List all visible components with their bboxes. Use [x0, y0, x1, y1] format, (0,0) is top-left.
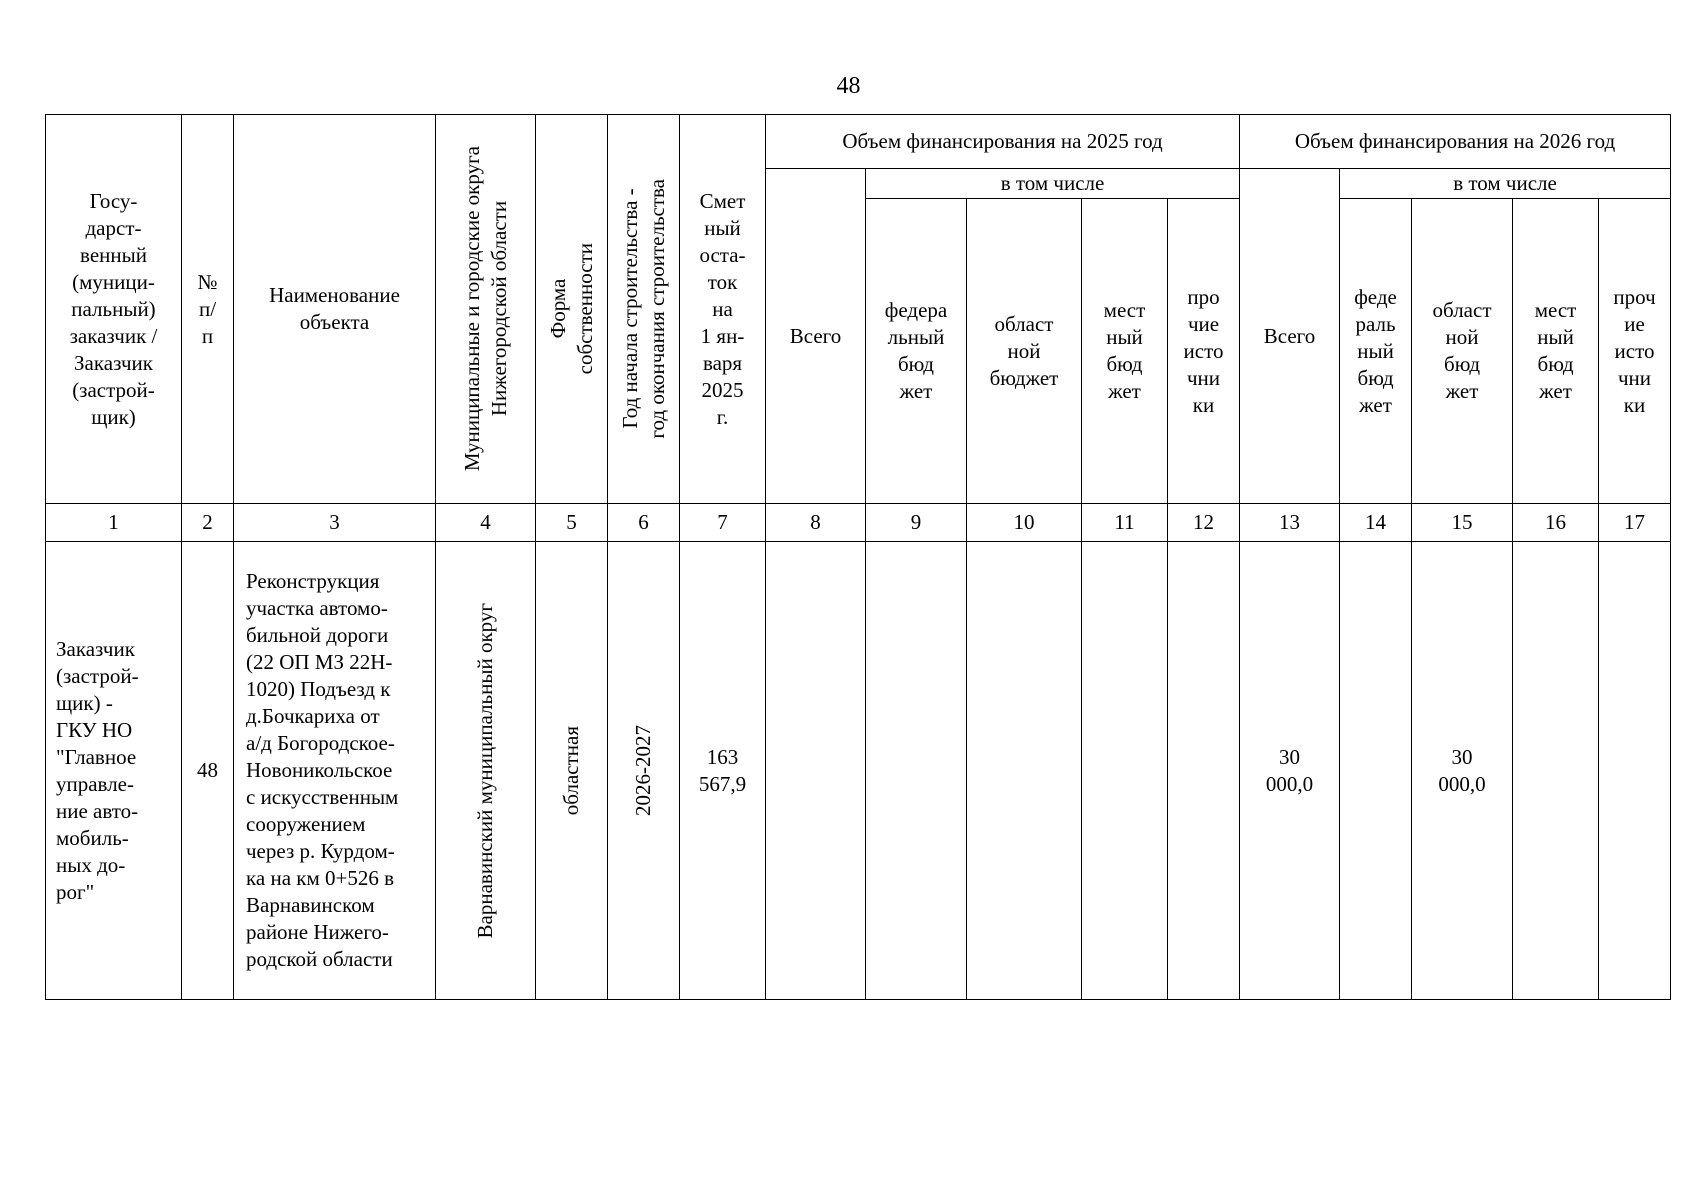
text-line: щик): [91, 404, 136, 429]
header-fin2025-title: Объем финансирования на 2025 год: [766, 115, 1240, 169]
text-line: Госу-: [89, 188, 138, 213]
text-line: Новоникольское: [246, 758, 393, 782]
header-years: [608, 115, 680, 504]
text-line: жет: [1445, 379, 1479, 403]
text-line: 1020) Подъезд к: [246, 677, 391, 701]
cell-regional-2026: [1412, 542, 1513, 1000]
header-ownership: [536, 115, 608, 504]
text-line: Наименование: [269, 283, 400, 307]
text-line: Заказчик: [56, 636, 135, 661]
cell-federal-2025: [866, 542, 967, 1000]
text-line: ный: [1106, 325, 1143, 349]
column-number: 11: [1082, 504, 1168, 542]
text-line: 567,9: [698, 771, 747, 796]
text-line: г.: [716, 404, 729, 429]
column-number: 15: [1412, 504, 1513, 542]
text-line: 2025: [701, 377, 744, 402]
text-line: сооружением: [246, 812, 366, 836]
column-number: 17: [1599, 504, 1671, 542]
text-line: Варнавинском: [246, 893, 375, 917]
header-fin2025-incl: в том числе: [866, 169, 1240, 199]
text-line: бюд: [1106, 352, 1143, 376]
cell-estimate: [680, 542, 766, 1000]
text-line: мобиль-: [56, 825, 129, 850]
header-fin2026-other: [1599, 199, 1671, 504]
column-number: 5: [536, 504, 608, 542]
text-line: льный: [887, 325, 945, 349]
column-number: 2: [182, 504, 234, 542]
text-line: жет: [1359, 392, 1392, 417]
header-districts: [436, 115, 536, 504]
cell-other-2025: [1168, 542, 1240, 1000]
text-line: ный: [704, 215, 741, 240]
text-line: год окончания строительства: [644, 179, 669, 439]
text-line: Смет: [699, 188, 746, 213]
text-line: ных до-: [56, 852, 126, 877]
text-line: Реконструкция: [246, 569, 380, 593]
text-line: (муници-: [72, 269, 155, 294]
text-line: ние авто-: [56, 798, 139, 823]
text-line: районе Нижего-: [246, 920, 389, 944]
cell-regional-2025: [967, 542, 1082, 1000]
header-fin2026-federal: [1340, 199, 1412, 504]
cell-ownership: областная: [536, 542, 608, 1000]
text-line: бюд: [1357, 365, 1394, 390]
text-line: Год начала строительства -: [617, 188, 642, 430]
header-row-top: [46, 115, 1671, 169]
column-number: 10: [967, 504, 1082, 542]
text-line: жет: [899, 379, 933, 403]
text-line: бюд: [1444, 352, 1481, 376]
text-line: исто: [1183, 338, 1224, 363]
header-fin2025-other: [1168, 199, 1240, 504]
header-object-name: [234, 115, 436, 504]
text-line: про: [1187, 284, 1220, 309]
header-fin2025-total: Всего: [766, 169, 866, 504]
header-fin2026-title: Объем финансирования на 2026 год: [1240, 115, 1671, 169]
header-num: [182, 115, 234, 504]
column-number: 1: [46, 504, 182, 542]
table-row: [46, 542, 1671, 1000]
header-fin2026-total: Всего: [1240, 169, 1340, 504]
text-line: бюд: [1537, 352, 1574, 376]
column-number: 16: [1513, 504, 1599, 542]
cell-years: 2026-2027: [608, 542, 680, 1000]
text-line: рог": [56, 879, 95, 904]
text-line: жет: [1539, 379, 1572, 403]
text-line: с искусственным: [246, 785, 399, 809]
text-line: жет: [1108, 379, 1141, 403]
header-fin2026-incl: в том числе: [1340, 169, 1671, 199]
text-line: Форма: [545, 279, 570, 339]
cell-total-2026: [1240, 542, 1340, 1000]
text-line: а/д Богородское-: [246, 731, 395, 755]
column-number: 8: [766, 504, 866, 542]
cell-federal-2026: [1340, 542, 1412, 1000]
column-number: 7: [680, 504, 766, 542]
text-line: родской области: [246, 947, 393, 971]
text-line: проч: [1613, 284, 1656, 309]
text-line: п: [201, 323, 214, 348]
text-line: заказчик /: [69, 323, 158, 348]
text-line: бюд: [898, 352, 934, 376]
text-line: управле-: [56, 771, 134, 796]
text-line: чие: [1187, 311, 1220, 336]
text-line: 163: [706, 744, 739, 769]
column-number: 12: [1168, 504, 1240, 542]
text-line: Муниципальные и городские округа: [459, 146, 484, 472]
text-line: 30: [1451, 744, 1473, 769]
column-number: 6: [608, 504, 680, 542]
text-line: (застрой-: [56, 663, 139, 688]
cell-customer: [46, 542, 182, 1000]
text-line: через р. Курдом-: [246, 839, 395, 863]
text-line: (22 ОП МЗ 22Н-: [246, 650, 393, 674]
column-number: 9: [866, 504, 967, 542]
text-line: бюджет: [989, 365, 1059, 390]
text-line: ка на км 0+526 в: [246, 866, 395, 890]
text-line: 000,0: [1438, 771, 1486, 796]
text-line: участка автомо-: [246, 596, 388, 620]
column-number: 4: [436, 504, 536, 542]
text-line: феде: [1354, 284, 1397, 309]
text-line: №: [197, 269, 218, 294]
text-line: федера: [884, 298, 948, 322]
text-line: 000,0: [1265, 771, 1314, 796]
text-line: д.Бочкариха от: [246, 704, 380, 728]
text-line: ГКУ НО: [56, 717, 133, 742]
construction-financing-table: [45, 114, 1671, 1000]
text-line: ный: [1357, 338, 1394, 363]
text-line: ной: [1007, 338, 1041, 363]
text-line: собственности: [572, 243, 597, 375]
text-line: ток: [707, 269, 738, 294]
text-line: ный: [1537, 325, 1574, 349]
cell-total-2025: [766, 542, 866, 1000]
text-line: раль: [1355, 311, 1396, 336]
text-line: (застрой-: [72, 377, 155, 402]
text-line: мест: [1103, 298, 1146, 322]
header-fin2025-regional: [967, 199, 1082, 504]
text-line: чни: [1618, 365, 1652, 390]
text-line: на: [712, 296, 733, 321]
column-number: 13: [1240, 504, 1340, 542]
text-line: ие: [1624, 311, 1645, 336]
text-line: "Главное: [56, 744, 137, 769]
cell-object-name: [234, 542, 436, 1000]
cell-local-2026: [1513, 542, 1599, 1000]
header-fin2026-local: [1513, 199, 1599, 504]
cell-other-2026: [1599, 542, 1671, 1000]
column-numbers-row: [46, 504, 1671, 542]
cell-district: Варнавинский муниципальный округ: [436, 542, 536, 1000]
text-line: исто: [1614, 338, 1655, 363]
text-line: Заказчик: [74, 350, 153, 375]
text-line: пальный): [71, 296, 156, 321]
text-line: объекта: [299, 310, 370, 334]
cell-local-2025: [1082, 542, 1168, 1000]
header-fin2026-regional: [1412, 199, 1513, 504]
header-estimate: [680, 115, 766, 504]
header-fin2025-local: [1082, 199, 1168, 504]
text-line: чни: [1186, 365, 1221, 390]
text-line: варя: [702, 350, 743, 375]
header-customer: [46, 115, 182, 504]
text-line: Нижегородской области: [486, 201, 511, 417]
text-line: дарст-: [85, 215, 142, 240]
text-line: област: [994, 311, 1054, 336]
text-line: мест: [1534, 298, 1577, 322]
text-line: 1 ян-: [700, 323, 745, 348]
text-line: п/: [198, 296, 217, 321]
text-line: 30: [1279, 744, 1301, 769]
text-line: ки: [1623, 392, 1646, 417]
text-line: бильной дороги: [246, 623, 389, 647]
page-number: 48: [836, 73, 861, 99]
text-line: ной: [1445, 325, 1479, 349]
text-line: ки: [1192, 392, 1215, 417]
column-number: 3: [234, 504, 436, 542]
header-fin2025-federal: [866, 199, 967, 504]
text-line: щик) -: [56, 690, 113, 715]
text-line: област: [1432, 298, 1492, 322]
cell-num: 48: [182, 542, 234, 1000]
column-number: 14: [1340, 504, 1412, 542]
text-line: оста-: [699, 242, 746, 267]
text-line: венный: [80, 242, 147, 267]
